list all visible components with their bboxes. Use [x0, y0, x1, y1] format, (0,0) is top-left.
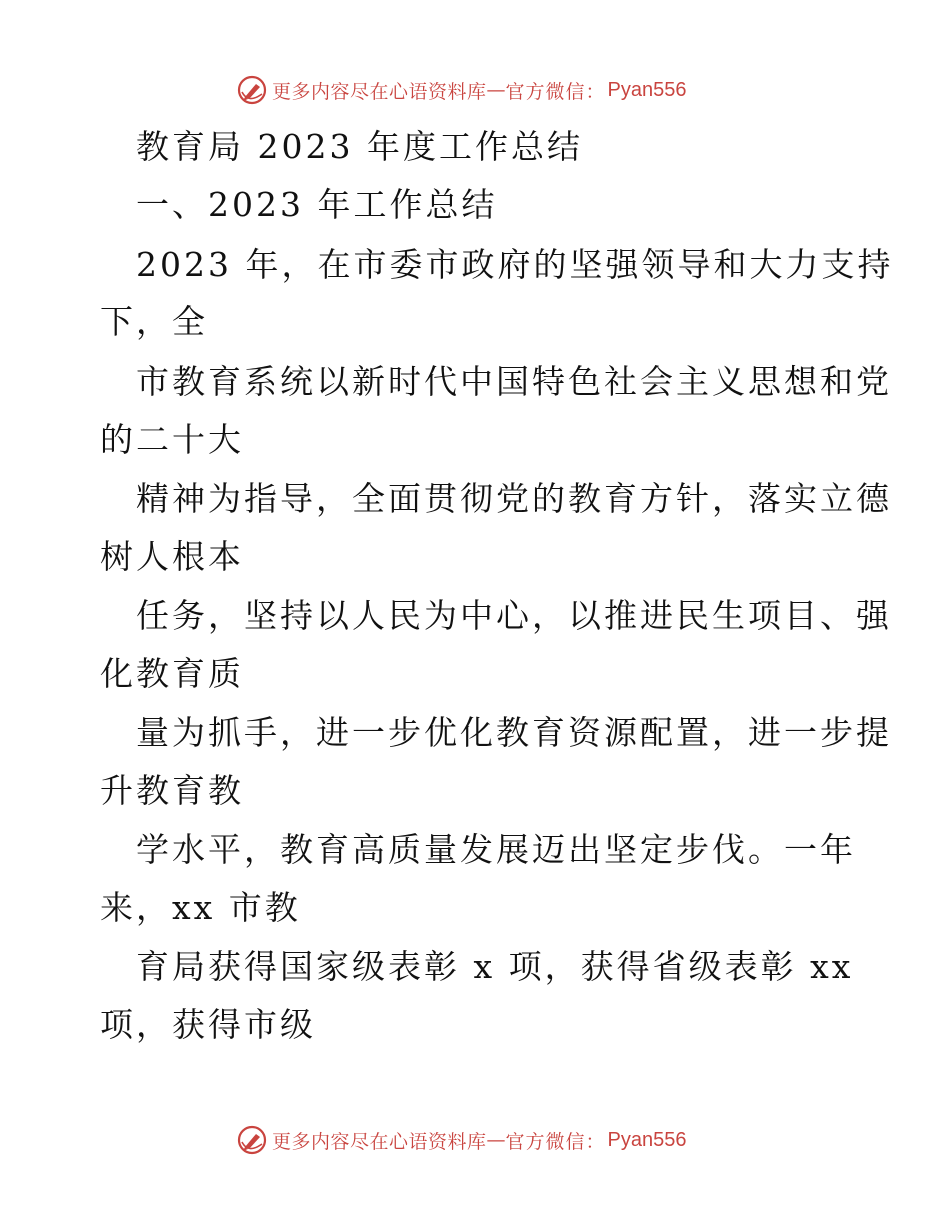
text-line: 量为抓手，进一步优化教育资源配置，进一步提 [136, 713, 892, 752]
text-line: 精神为指导，全面贯彻党的教育方针，落实立德 [136, 479, 892, 518]
text-line: 下，全 [100, 302, 208, 341]
text-line: 学水平，教育高质量发展迈出坚定步伐。一年 [136, 830, 856, 869]
pen-logo-icon [236, 1124, 268, 1156]
watermark-text: 更多内容尽在心语资料库 [272, 80, 487, 103]
text-line: 项，获得市级 [100, 1005, 316, 1044]
text-line: 的二十大 [100, 420, 244, 459]
document-title: 教育局 2023 年度工作总结 [136, 127, 583, 166]
text-line: 树人根本 [100, 537, 244, 576]
text-line: 来，xx 市教 [100, 888, 301, 927]
watermark-text: 更多内容尽在心语资料库 [272, 1130, 487, 1153]
text-line: 2023 年，在市委市政府的坚强领导和大力支持 [136, 245, 894, 284]
watermark-id: Pyan556 [607, 78, 687, 101]
watermark-id: Pyan556 [607, 1128, 687, 1151]
watermark-header [236, 73, 687, 107]
watermark-label: 官方微信： [505, 1130, 606, 1153]
pen-logo-icon [236, 74, 268, 106]
watermark-footer [236, 1123, 687, 1157]
watermark-separator: — [486, 1129, 506, 1151]
watermark-separator: — [486, 79, 506, 101]
text-line: 育局获得国家级表彰 x 项，获得省级表彰 xx [136, 947, 854, 986]
text-line: 升教育教 [100, 771, 244, 810]
text-line: 任务，坚持以人民为中心，以推进民生项目、强 [136, 596, 892, 635]
watermark-label: 官方微信： [505, 80, 606, 103]
text-line: 市教育系统以新时代中国特色社会主义思想和党 [136, 362, 892, 401]
text-line: 化教育质 [100, 654, 244, 693]
section-heading: 一、2023 年工作总结 [136, 185, 498, 224]
